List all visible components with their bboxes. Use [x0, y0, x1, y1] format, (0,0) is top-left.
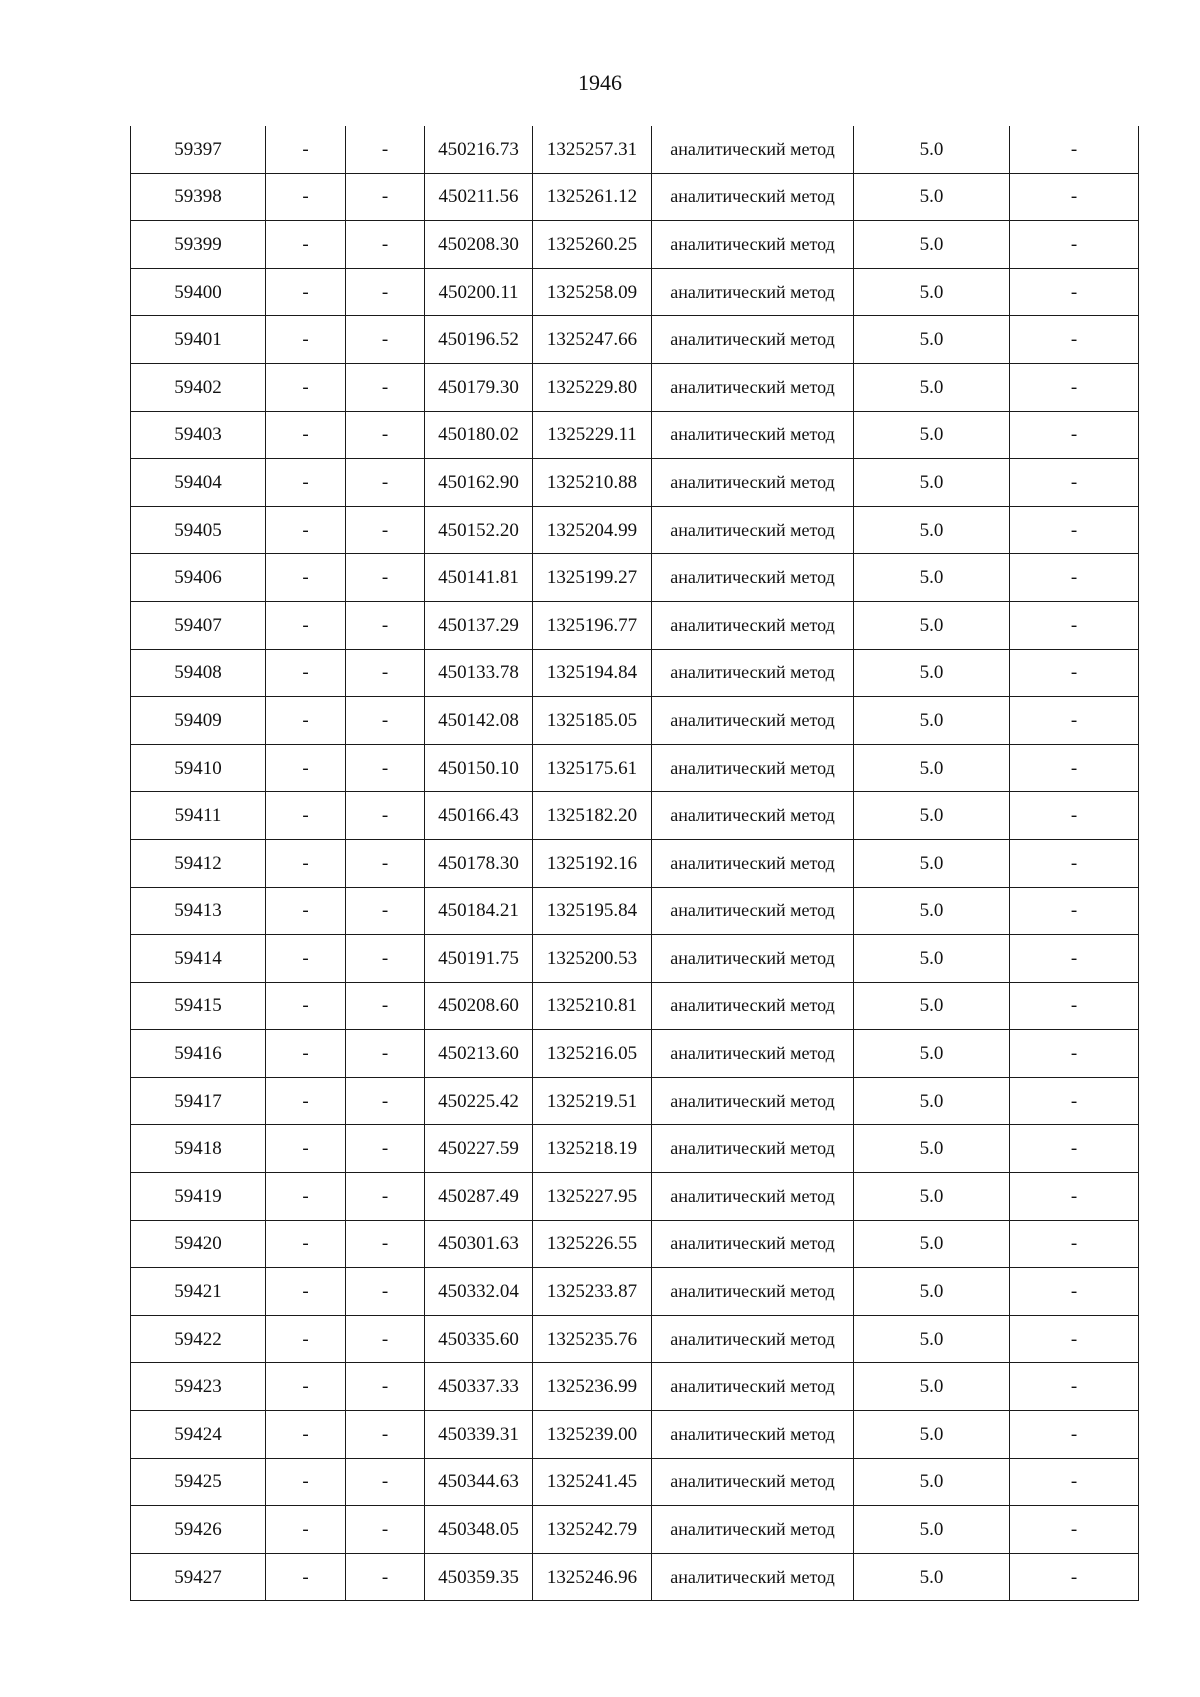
method-cell: аналитический метод [652, 935, 854, 983]
method-cell: аналитический метод [652, 839, 854, 887]
method-cell: аналитический метод [652, 1125, 854, 1173]
empty-column-b-cell: - [346, 935, 425, 983]
x-coordinate-cell: 450208.30 [425, 221, 533, 269]
method-cell: аналитический метод [652, 1506, 854, 1554]
empty-column-a-cell: - [266, 649, 346, 697]
x-coordinate-cell: 450344.63 [425, 1458, 533, 1506]
method-cell: аналитический метод [652, 1173, 854, 1221]
empty-column-b-cell: - [346, 411, 425, 459]
empty-column-b-cell: - [346, 1030, 425, 1078]
method-cell: аналитический метод [652, 126, 854, 173]
accuracy-cell: 5.0 [854, 744, 1010, 792]
y-coordinate-cell: 1325235.76 [533, 1315, 652, 1363]
page-number: 1946 [578, 70, 622, 95]
table-row [131, 1268, 1139, 1316]
empty-column-b-cell: - [346, 601, 425, 649]
empty-column-b-cell: - [346, 1458, 425, 1506]
empty-column-a-cell: - [266, 887, 346, 935]
y-coordinate-cell: 1325195.84 [533, 887, 652, 935]
empty-column-b-cell: - [346, 744, 425, 792]
empty-column-a-cell: - [266, 1220, 346, 1268]
accuracy-cell: 5.0 [854, 697, 1010, 745]
empty-column-b-cell: - [346, 1315, 425, 1363]
empty-column-a-cell: - [266, 982, 346, 1030]
accuracy-cell: 5.0 [854, 982, 1010, 1030]
note-cell: - [1010, 126, 1139, 173]
x-coordinate-cell: 450141.81 [425, 554, 533, 602]
note-cell: - [1010, 1553, 1139, 1601]
empty-column-a-cell: - [266, 173, 346, 221]
point-number-cell: 59413 [131, 887, 266, 935]
accuracy-cell: 5.0 [854, 126, 1010, 173]
point-number-cell: 59400 [131, 268, 266, 316]
table-row [131, 982, 1139, 1030]
y-coordinate-cell: 1325246.96 [533, 1553, 652, 1601]
y-coordinate-cell: 1325229.11 [533, 411, 652, 459]
empty-column-b-cell: - [346, 1173, 425, 1221]
method-cell: аналитический метод [652, 1411, 854, 1459]
note-cell: - [1010, 554, 1139, 602]
empty-column-a-cell: - [266, 1030, 346, 1078]
x-coordinate-cell: 450152.20 [425, 506, 533, 554]
method-cell: аналитический метод [652, 363, 854, 411]
table-row [131, 1077, 1139, 1125]
empty-column-b-cell: - [346, 268, 425, 316]
method-cell: аналитический метод [652, 649, 854, 697]
empty-column-b-cell: - [346, 554, 425, 602]
empty-column-a-cell: - [266, 1363, 346, 1411]
note-cell: - [1010, 1506, 1139, 1554]
empty-column-a-cell: - [266, 1173, 346, 1221]
note-cell: - [1010, 221, 1139, 269]
y-coordinate-cell: 1325247.66 [533, 316, 652, 364]
empty-column-b-cell: - [346, 1411, 425, 1459]
table-row [131, 126, 1139, 173]
empty-column-a-cell: - [266, 126, 346, 173]
empty-column-b-cell: - [346, 1125, 425, 1173]
empty-column-b-cell: - [346, 1268, 425, 1316]
table-row [131, 221, 1139, 269]
point-number-cell: 59420 [131, 1220, 266, 1268]
y-coordinate-cell: 1325182.20 [533, 792, 652, 840]
accuracy-cell: 5.0 [854, 1506, 1010, 1554]
empty-column-a-cell: - [266, 1458, 346, 1506]
method-cell: аналитический метод [652, 316, 854, 364]
empty-column-b-cell: - [346, 363, 425, 411]
y-coordinate-cell: 1325219.51 [533, 1077, 652, 1125]
point-number-cell: 59401 [131, 316, 266, 364]
method-cell: аналитический метод [652, 1553, 854, 1601]
note-cell: - [1010, 839, 1139, 887]
empty-column-b-cell: - [346, 887, 425, 935]
empty-column-b-cell: - [346, 173, 425, 221]
method-cell: аналитический метод [652, 601, 854, 649]
x-coordinate-cell: 450301.63 [425, 1220, 533, 1268]
point-number-cell: 59425 [131, 1458, 266, 1506]
accuracy-cell: 5.0 [854, 1125, 1010, 1173]
accuracy-cell: 5.0 [854, 1411, 1010, 1459]
empty-column-a-cell: - [266, 1553, 346, 1601]
table-row [131, 697, 1139, 745]
x-coordinate-cell: 450287.49 [425, 1173, 533, 1221]
note-cell: - [1010, 649, 1139, 697]
method-cell: аналитический метод [652, 792, 854, 840]
point-number-cell: 59410 [131, 744, 266, 792]
x-coordinate-cell: 450133.78 [425, 649, 533, 697]
x-coordinate-cell: 450178.30 [425, 839, 533, 887]
accuracy-cell: 5.0 [854, 1173, 1010, 1221]
point-number-cell: 59416 [131, 1030, 266, 1078]
note-cell: - [1010, 887, 1139, 935]
method-cell: аналитический метод [652, 411, 854, 459]
table-row [131, 1125, 1139, 1173]
accuracy-cell: 5.0 [854, 1077, 1010, 1125]
method-cell: аналитический метод [652, 268, 854, 316]
table-row [131, 1030, 1139, 1078]
method-cell: аналитический метод [652, 459, 854, 507]
note-cell: - [1010, 1268, 1139, 1316]
method-cell: аналитический метод [652, 887, 854, 935]
empty-column-a-cell: - [266, 601, 346, 649]
point-number-cell: 59424 [131, 1411, 266, 1459]
empty-column-a-cell: - [266, 1411, 346, 1459]
table-row [131, 935, 1139, 983]
x-coordinate-cell: 450196.52 [425, 316, 533, 364]
y-coordinate-cell: 1325194.84 [533, 649, 652, 697]
point-number-cell: 59427 [131, 1553, 266, 1601]
point-number-cell: 59409 [131, 697, 266, 745]
note-cell: - [1010, 1173, 1139, 1221]
empty-column-b-cell: - [346, 792, 425, 840]
point-number-cell: 59407 [131, 601, 266, 649]
y-coordinate-cell: 1325175.61 [533, 744, 652, 792]
table-row [131, 1363, 1139, 1411]
empty-column-b-cell: - [346, 982, 425, 1030]
y-coordinate-cell: 1325229.80 [533, 363, 652, 411]
method-cell: аналитический метод [652, 982, 854, 1030]
table-row [131, 363, 1139, 411]
accuracy-cell: 5.0 [854, 1030, 1010, 1078]
x-coordinate-cell: 450348.05 [425, 1506, 533, 1554]
point-number-cell: 59408 [131, 649, 266, 697]
table-row [131, 411, 1139, 459]
empty-column-a-cell: - [266, 363, 346, 411]
empty-column-b-cell: - [346, 316, 425, 364]
empty-column-b-cell: - [346, 1220, 425, 1268]
empty-column-a-cell: - [266, 554, 346, 602]
point-number-cell: 59412 [131, 839, 266, 887]
empty-column-b-cell: - [346, 697, 425, 745]
method-cell: аналитический метод [652, 506, 854, 554]
y-coordinate-cell: 1325200.53 [533, 935, 652, 983]
table-row [131, 1506, 1139, 1554]
note-cell: - [1010, 1077, 1139, 1125]
point-number-cell: 59403 [131, 411, 266, 459]
note-cell: - [1010, 792, 1139, 840]
point-number-cell: 59397 [131, 126, 266, 173]
y-coordinate-cell: 1325216.05 [533, 1030, 652, 1078]
empty-column-b-cell: - [346, 459, 425, 507]
accuracy-cell: 5.0 [854, 1315, 1010, 1363]
table-row [131, 649, 1139, 697]
point-number-cell: 59405 [131, 506, 266, 554]
table-row [131, 316, 1139, 364]
note-cell: - [1010, 268, 1139, 316]
y-coordinate-cell: 1325210.88 [533, 459, 652, 507]
table-row [131, 839, 1139, 887]
x-coordinate-cell: 450339.31 [425, 1411, 533, 1459]
method-cell: аналитический метод [652, 744, 854, 792]
accuracy-cell: 5.0 [854, 173, 1010, 221]
empty-column-a-cell: - [266, 221, 346, 269]
empty-column-b-cell: - [346, 126, 425, 173]
empty-column-a-cell: - [266, 268, 346, 316]
y-coordinate-cell: 1325199.27 [533, 554, 652, 602]
x-coordinate-cell: 450335.60 [425, 1315, 533, 1363]
note-cell: - [1010, 1363, 1139, 1411]
point-number-cell: 59423 [131, 1363, 266, 1411]
x-coordinate-cell: 450208.60 [425, 982, 533, 1030]
point-number-cell: 59415 [131, 982, 266, 1030]
note-cell: - [1010, 316, 1139, 364]
y-coordinate-cell: 1325218.19 [533, 1125, 652, 1173]
method-cell: аналитический метод [652, 1220, 854, 1268]
note-cell: - [1010, 1458, 1139, 1506]
x-coordinate-cell: 450211.56 [425, 173, 533, 221]
empty-column-b-cell: - [346, 1363, 425, 1411]
table-row [131, 506, 1139, 554]
y-coordinate-cell: 1325185.05 [533, 697, 652, 745]
note-cell: - [1010, 173, 1139, 221]
empty-column-a-cell: - [266, 411, 346, 459]
x-coordinate-cell: 450162.90 [425, 459, 533, 507]
y-coordinate-cell: 1325257.31 [533, 126, 652, 173]
accuracy-cell: 5.0 [854, 935, 1010, 983]
note-cell: - [1010, 459, 1139, 507]
note-cell: - [1010, 697, 1139, 745]
empty-column-a-cell: - [266, 935, 346, 983]
empty-column-a-cell: - [266, 506, 346, 554]
table-row [131, 173, 1139, 221]
x-coordinate-cell: 450213.60 [425, 1030, 533, 1078]
point-number-cell: 59398 [131, 173, 266, 221]
table-row [131, 1220, 1139, 1268]
accuracy-cell: 5.0 [854, 792, 1010, 840]
method-cell: аналитический метод [652, 554, 854, 602]
y-coordinate-cell: 1325241.45 [533, 1458, 652, 1506]
accuracy-cell: 5.0 [854, 459, 1010, 507]
note-cell: - [1010, 982, 1139, 1030]
method-cell: аналитический метод [652, 1363, 854, 1411]
note-cell: - [1010, 1411, 1139, 1459]
x-coordinate-cell: 450332.04 [425, 1268, 533, 1316]
table-row [131, 1411, 1139, 1459]
point-number-cell: 59411 [131, 792, 266, 840]
table-row [131, 792, 1139, 840]
y-coordinate-cell: 1325258.09 [533, 268, 652, 316]
empty-column-b-cell: - [346, 506, 425, 554]
table-row [131, 1173, 1139, 1221]
y-coordinate-cell: 1325227.95 [533, 1173, 652, 1221]
point-number-cell: 59422 [131, 1315, 266, 1363]
empty-column-b-cell: - [346, 839, 425, 887]
point-number-cell: 59402 [131, 363, 266, 411]
y-coordinate-cell: 1325196.77 [533, 601, 652, 649]
method-cell: аналитический метод [652, 1458, 854, 1506]
point-number-cell: 59399 [131, 221, 266, 269]
empty-column-a-cell: - [266, 697, 346, 745]
x-coordinate-cell: 450337.33 [425, 1363, 533, 1411]
x-coordinate-cell: 450179.30 [425, 363, 533, 411]
x-coordinate-cell: 450150.10 [425, 744, 533, 792]
y-coordinate-cell: 1325226.55 [533, 1220, 652, 1268]
y-coordinate-cell: 1325242.79 [533, 1506, 652, 1554]
x-coordinate-cell: 450225.42 [425, 1077, 533, 1125]
table-row [131, 459, 1139, 507]
point-number-cell: 59417 [131, 1077, 266, 1125]
x-coordinate-cell: 450137.29 [425, 601, 533, 649]
method-cell: аналитический метод [652, 173, 854, 221]
table-row [131, 554, 1139, 602]
empty-column-a-cell: - [266, 839, 346, 887]
accuracy-cell: 5.0 [854, 554, 1010, 602]
note-cell: - [1010, 506, 1139, 554]
point-number-cell: 59414 [131, 935, 266, 983]
x-coordinate-cell: 450216.73 [425, 126, 533, 173]
table-row [131, 1315, 1139, 1363]
note-cell: - [1010, 744, 1139, 792]
x-coordinate-cell: 450180.02 [425, 411, 533, 459]
empty-column-b-cell: - [346, 1553, 425, 1601]
method-cell: аналитический метод [652, 221, 854, 269]
empty-column-a-cell: - [266, 1077, 346, 1125]
accuracy-cell: 5.0 [854, 1220, 1010, 1268]
x-coordinate-cell: 450142.08 [425, 697, 533, 745]
x-coordinate-cell: 450227.59 [425, 1125, 533, 1173]
y-coordinate-cell: 1325260.25 [533, 221, 652, 269]
accuracy-cell: 5.0 [854, 649, 1010, 697]
note-cell: - [1010, 1220, 1139, 1268]
point-number-cell: 59419 [131, 1173, 266, 1221]
note-cell: - [1010, 1030, 1139, 1078]
y-coordinate-cell: 1325192.16 [533, 839, 652, 887]
table-row [131, 268, 1139, 316]
accuracy-cell: 5.0 [854, 839, 1010, 887]
table-row [131, 887, 1139, 935]
method-cell: аналитический метод [652, 697, 854, 745]
note-cell: - [1010, 363, 1139, 411]
x-coordinate-cell: 450200.11 [425, 268, 533, 316]
method-cell: аналитический метод [652, 1268, 854, 1316]
accuracy-cell: 5.0 [854, 363, 1010, 411]
point-number-cell: 59404 [131, 459, 266, 507]
x-coordinate-cell: 450359.35 [425, 1553, 533, 1601]
empty-column-b-cell: - [346, 649, 425, 697]
empty-column-a-cell: - [266, 1268, 346, 1316]
accuracy-cell: 5.0 [854, 1458, 1010, 1506]
x-coordinate-cell: 450166.43 [425, 792, 533, 840]
point-number-cell: 59421 [131, 1268, 266, 1316]
accuracy-cell: 5.0 [854, 887, 1010, 935]
accuracy-cell: 5.0 [854, 221, 1010, 269]
accuracy-cell: 5.0 [854, 1553, 1010, 1601]
x-coordinate-cell: 450191.75 [425, 935, 533, 983]
point-number-cell: 59418 [131, 1125, 266, 1173]
method-cell: аналитический метод [652, 1315, 854, 1363]
note-cell: - [1010, 1125, 1139, 1173]
empty-column-a-cell: - [266, 1125, 346, 1173]
table-row [131, 744, 1139, 792]
accuracy-cell: 5.0 [854, 506, 1010, 554]
y-coordinate-cell: 1325204.99 [533, 506, 652, 554]
y-coordinate-cell: 1325210.81 [533, 982, 652, 1030]
empty-column-b-cell: - [346, 221, 425, 269]
point-number-cell: 59406 [131, 554, 266, 602]
y-coordinate-cell: 1325233.87 [533, 1268, 652, 1316]
note-cell: - [1010, 1315, 1139, 1363]
x-coordinate-cell: 450184.21 [425, 887, 533, 935]
coordinates-table [130, 126, 1139, 1601]
coordinates-table-body [131, 126, 1139, 1601]
accuracy-cell: 5.0 [854, 411, 1010, 459]
empty-column-a-cell: - [266, 316, 346, 364]
accuracy-cell: 5.0 [854, 601, 1010, 649]
table-row [131, 601, 1139, 649]
empty-column-a-cell: - [266, 1506, 346, 1554]
empty-column-a-cell: - [266, 459, 346, 507]
empty-column-b-cell: - [346, 1506, 425, 1554]
method-cell: аналитический метод [652, 1030, 854, 1078]
table-row [131, 1553, 1139, 1601]
accuracy-cell: 5.0 [854, 1363, 1010, 1411]
empty-column-a-cell: - [266, 1315, 346, 1363]
y-coordinate-cell: 1325239.00 [533, 1411, 652, 1459]
accuracy-cell: 5.0 [854, 1268, 1010, 1316]
point-number-cell: 59426 [131, 1506, 266, 1554]
accuracy-cell: 5.0 [854, 268, 1010, 316]
method-cell: аналитический метод [652, 1077, 854, 1125]
empty-column-b-cell: - [346, 1077, 425, 1125]
note-cell: - [1010, 601, 1139, 649]
empty-column-a-cell: - [266, 744, 346, 792]
y-coordinate-cell: 1325236.99 [533, 1363, 652, 1411]
y-coordinate-cell: 1325261.12 [533, 173, 652, 221]
note-cell: - [1010, 411, 1139, 459]
note-cell: - [1010, 935, 1139, 983]
table-row [131, 1458, 1139, 1506]
accuracy-cell: 5.0 [854, 316, 1010, 364]
empty-column-a-cell: - [266, 792, 346, 840]
